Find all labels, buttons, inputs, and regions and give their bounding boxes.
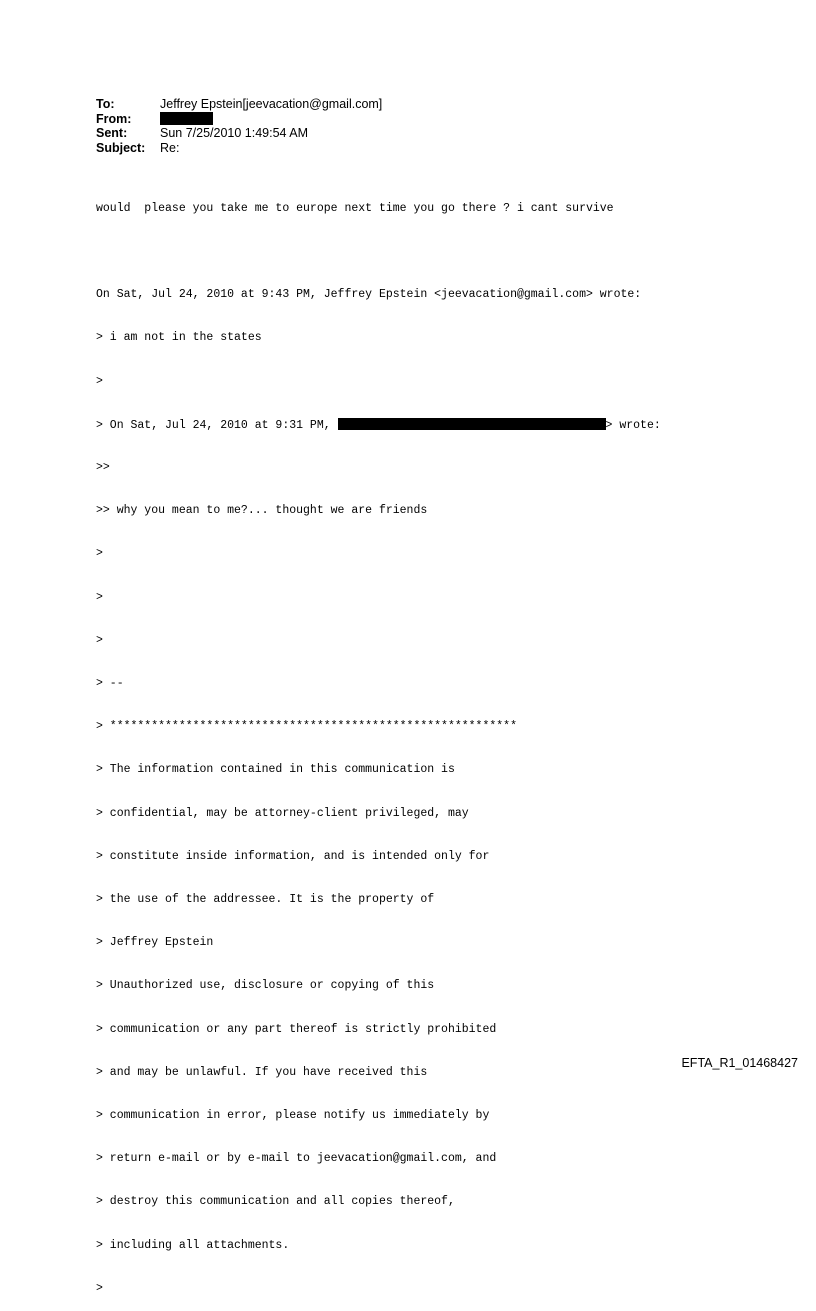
quoted-line: > <box>96 547 103 561</box>
subject-label: Subject: <box>96 140 146 155</box>
to-value: Jeffrey Epstein[jeevacation@gmail.com] <box>160 97 383 111</box>
subject-value: Re: <box>160 140 180 155</box>
from-label: From: <box>96 111 132 126</box>
sender-redaction <box>338 418 606 430</box>
disclaimer-line: > the use of the addressee. It is the property of <box>96 893 435 907</box>
quoted-header-suffix: > wrote: <box>605 418 661 432</box>
subject-row <box>96 141 382 156</box>
quoted-line: >> why you mean to me?... thought we are friends <box>96 504 428 518</box>
sent-value: Sun 7/25/2010 1:49:54 AM <box>160 126 309 140</box>
quoted-line: > <box>96 633 103 647</box>
email-body <box>96 173 661 1311</box>
disclaimer-line: > Unauthorized use, disclosure or copying of this <box>96 979 435 993</box>
email-header <box>96 97 382 155</box>
quoted-header-line <box>96 418 661 432</box>
disclaimer-line: > The information contained in this communication is <box>96 763 455 777</box>
disclaimer-line: > communication or any part thereof is strictly prohibited <box>96 1022 497 1036</box>
blank-spacer <box>96 245 661 259</box>
disclaimer-line: > confidential, may be attorney-client privileged, may <box>96 806 469 820</box>
message-line: would please you take me to europe next time you go there ? i cant survive <box>96 201 614 215</box>
disclaimer-line: > constitute inside information, and is intended only for <box>96 849 490 863</box>
quote-intro-line: On Sat, Jul 24, 2010 at 9:43 PM, Jeffrey Epstein <jeevacation@gmail.com> wrote: <box>96 288 642 302</box>
disclaimer-line: > destroy this communication and all copies thereof, <box>96 1195 455 1209</box>
disclaimer-line: > Jeffrey Epstein <box>96 936 214 950</box>
quoted-line: > -- <box>96 677 124 691</box>
document-id: EFTA_R1_01468427 <box>681 1056 798 1070</box>
quoted-line: > i am not in the states <box>96 331 262 345</box>
disclaimer-line: > communication in error, please notify us immediately by <box>96 1109 490 1123</box>
quoted-line: >> <box>96 461 110 475</box>
to-label: To: <box>96 97 115 111</box>
disclaimer-line: > including all attachments. <box>96 1238 290 1252</box>
quoted-line: > <box>96 374 103 388</box>
disclaimer-line: > and may be unlawful. If you have received this <box>96 1065 428 1079</box>
disclaimer-line: > return e-mail or by e-mail to jeevacation@gmail.com, and <box>96 1152 497 1166</box>
from-redaction <box>160 112 213 125</box>
quoted-line: > <box>96 1281 103 1295</box>
quoted-line: > <box>96 590 103 604</box>
to-row <box>96 97 382 112</box>
quoted-header-prefix: > On Sat, Jul 24, 2010 at 9:31 PM, <box>96 418 338 432</box>
quoted-line: > *********************************************************** <box>96 720 517 734</box>
from-row <box>96 112 382 127</box>
sent-label: Sent: <box>96 126 128 140</box>
sent-row <box>96 126 382 141</box>
